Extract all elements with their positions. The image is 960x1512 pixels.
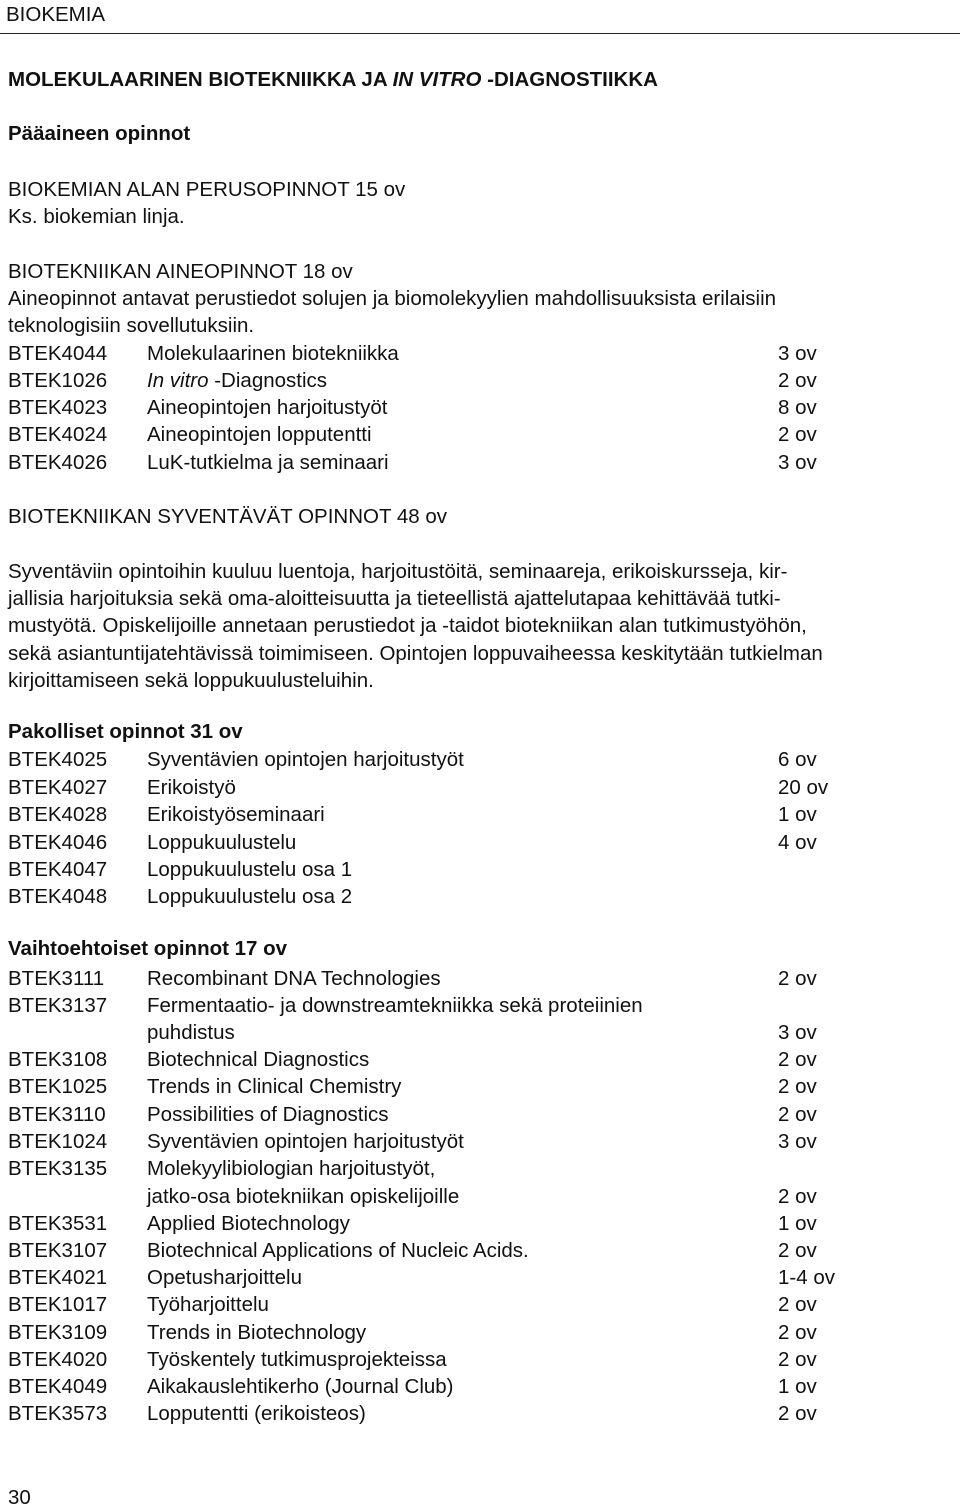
course-name-continued: puhdistus <box>147 1021 235 1044</box>
page-number: 30 <box>8 1486 31 1509</box>
course-name <box>147 367 327 394</box>
course-code: BTEK4021 <box>8 1266 108 1289</box>
course-code: BTEK3531 <box>8 1212 108 1235</box>
course-credits: 1 ov <box>778 803 817 826</box>
course-code: BTEK1017 <box>8 1293 108 1316</box>
course-credits: 3 ov <box>778 451 817 474</box>
course-credits: 1 ov <box>778 1375 817 1398</box>
course-credits: 2 ov <box>778 1075 817 1098</box>
course-code: BTEK4046 <box>8 831 108 854</box>
course-code: BTEK1026 <box>8 369 108 392</box>
syventavat-heading: BIOTEKNIIKAN SYVENTÄVÄT OPINNOT 48 ov <box>8 505 447 528</box>
course-credits: 2 ov <box>778 1048 817 1071</box>
course-name-continued: jatko-osa biotekniikan opiskelijoille <box>147 1185 460 1208</box>
course-code: BTEK4026 <box>8 451 108 474</box>
course-code: BTEK3111 <box>8 967 105 990</box>
course-code: BTEK4048 <box>8 885 108 908</box>
course-name: Trends in Clinical Chemistry <box>147 1075 402 1098</box>
course-credits: 20 ov <box>778 776 829 799</box>
title-italic: IN VITRO <box>392 68 482 91</box>
course-name-tail: -Diagnostics <box>208 369 328 392</box>
course-code: BTEK4028 <box>8 803 108 826</box>
aineopinnot-desc-1: Aineopinnot antavat perustiedot solujen ja biomolekyylien mahdollisuuksista erilaisiin <box>8 287 777 310</box>
header-label: BIOKEMIA <box>6 3 106 26</box>
course-name: Trends in Biotechnology <box>147 1321 367 1344</box>
course-credits: 2 ov <box>778 369 817 392</box>
course-name: Fermentaatio- ja downstreamtekniikka sekä proteiinien <box>147 994 643 1017</box>
course-credits: 8 ov <box>778 396 817 419</box>
course-name: Opetusharjoittelu <box>147 1266 302 1289</box>
course-code: BTEK3110 <box>8 1103 106 1126</box>
course-code: BTEK1024 <box>8 1130 108 1153</box>
course-credits: 4 ov <box>778 831 817 854</box>
course-name: Loppukuulustelu <box>147 831 297 854</box>
course-code: BTEK1025 <box>8 1075 108 1098</box>
course-name: Syventävien opintojen harjoitustyöt <box>147 748 464 771</box>
course-code: BTEK3573 <box>8 1402 108 1425</box>
subtitle: Pääaineen opinnot <box>8 122 191 145</box>
course-credits: 2 ov <box>778 1348 817 1371</box>
course-code: BTEK4049 <box>8 1375 108 1398</box>
course-name: Erikoistyö <box>147 776 236 799</box>
course-code: BTEK3137 <box>8 994 108 1017</box>
course-code: BTEK3109 <box>8 1321 108 1344</box>
title-main: MOLEKULAARINEN BIOTEKNIIKKA JA <box>8 68 393 91</box>
course-name: Syventävien opintojen harjoitustyöt <box>147 1130 464 1153</box>
course-name: Biotechnical Diagnostics <box>147 1048 370 1071</box>
page-header <box>0 0 960 34</box>
course-name: Possibilities of Diagnostics <box>147 1103 389 1126</box>
course-credits: 3 ov <box>778 1130 817 1153</box>
paragraph-line: jallisia harjoituksia sekä oma-aloitteisuutta ja tieteellistä ajattelutapaa kehittävää tutki- <box>8 587 781 610</box>
course-credits: 2 ov <box>778 423 817 446</box>
course-name: Applied Biotechnology <box>147 1212 350 1235</box>
paragraph-line: sekä asiantuntijatehtävissä toimimiseen. Opintojen loppuvaiheessa keskitytään tutkielman <box>8 642 823 665</box>
course-name: Aineopintojen lopputentti <box>147 423 372 446</box>
course-credits: 1-4 ov <box>778 1266 835 1289</box>
course-name: Lopputentti (erikoisteos) <box>147 1402 366 1425</box>
course-code: BTEK4020 <box>8 1348 108 1371</box>
course-name: Molekulaarinen biotekniikka <box>147 342 399 365</box>
pakolliset-heading: Pakolliset opinnot 31 ov <box>8 720 243 743</box>
course-credits: 2 ov <box>778 1321 817 1344</box>
course-credits: 2 ov <box>778 967 817 990</box>
course-name-italic: In vitro <box>147 369 209 392</box>
paragraph-line: mustyötä. Opiskelijoille annetaan perustiedot ja -taidot biotekniikan alan tutkimustyöhön, <box>8 614 807 637</box>
paragraph-line: kirjoittamiseen sekä loppukuulusteluihin. <box>8 669 374 692</box>
course-code: BTEK3108 <box>8 1048 108 1071</box>
course-credits: 2 ov <box>778 1293 817 1316</box>
perusopinnot-heading: BIOKEMIAN ALAN PERUSOPINNOT 15 ov <box>8 178 406 201</box>
course-name: Molekyylibiologian harjoitustyöt, <box>147 1157 436 1180</box>
course-name: LuK-tutkielma ja seminaari <box>147 451 389 474</box>
course-code: BTEK4024 <box>8 423 108 446</box>
paragraph-line: Syventäviin opintoihin kuuluu luentoja, harjoitustöitä, seminaareja, erikoiskursseja, kir- <box>8 560 788 583</box>
aineopinnot-heading: BIOTEKNIIKAN AINEOPINNOT 18 ov <box>8 260 353 283</box>
course-credits: 1 ov <box>778 1212 817 1235</box>
perusopinnot-note: Ks. biokemian linja. <box>8 205 185 228</box>
document-title <box>8 66 658 93</box>
aineopinnot-desc-2: teknologisiin sovellutuksiin. <box>8 314 255 337</box>
course-code: BTEK4047 <box>8 858 108 881</box>
course-code: BTEK3107 <box>8 1239 108 1262</box>
course-code: BTEK4023 <box>8 396 108 419</box>
course-code: BTEK4044 <box>8 342 108 365</box>
course-code: BTEK3135 <box>8 1157 108 1180</box>
course-name: Erikoistyöseminaari <box>147 803 325 826</box>
course-name: Loppukuulustelu osa 2 <box>147 885 353 908</box>
vaihtoehtoiset-heading: Vaihtoehtoiset opinnot 17 ov <box>8 937 288 960</box>
title-tail: -DIAGNOSTIIKKA <box>481 68 658 91</box>
course-name: Aikakauslehtikerho (Journal Club) <box>147 1375 454 1398</box>
course-name: Biotechnical Applications of Nucleic Acids. <box>147 1239 529 1262</box>
course-credits: 2 ov <box>778 1185 817 1208</box>
course-credits: 3 ov <box>778 1021 817 1044</box>
course-code: BTEK4027 <box>8 776 108 799</box>
course-name: Recombinant DNA Technologies <box>147 967 441 990</box>
course-credits: 6 ov <box>778 748 817 771</box>
course-name: Työskentely tutkimusprojekteissa <box>147 1348 447 1371</box>
course-code: BTEK4025 <box>8 748 108 771</box>
course-credits: 2 ov <box>778 1103 817 1126</box>
course-name: Aineopintojen harjoitustyöt <box>147 396 388 419</box>
course-credits: 2 ov <box>778 1402 817 1425</box>
course-credits: 2 ov <box>778 1239 817 1262</box>
course-name: Loppukuulustelu osa 1 <box>147 858 353 881</box>
course-credits: 3 ov <box>778 342 817 365</box>
course-name: Työharjoittelu <box>147 1293 269 1316</box>
